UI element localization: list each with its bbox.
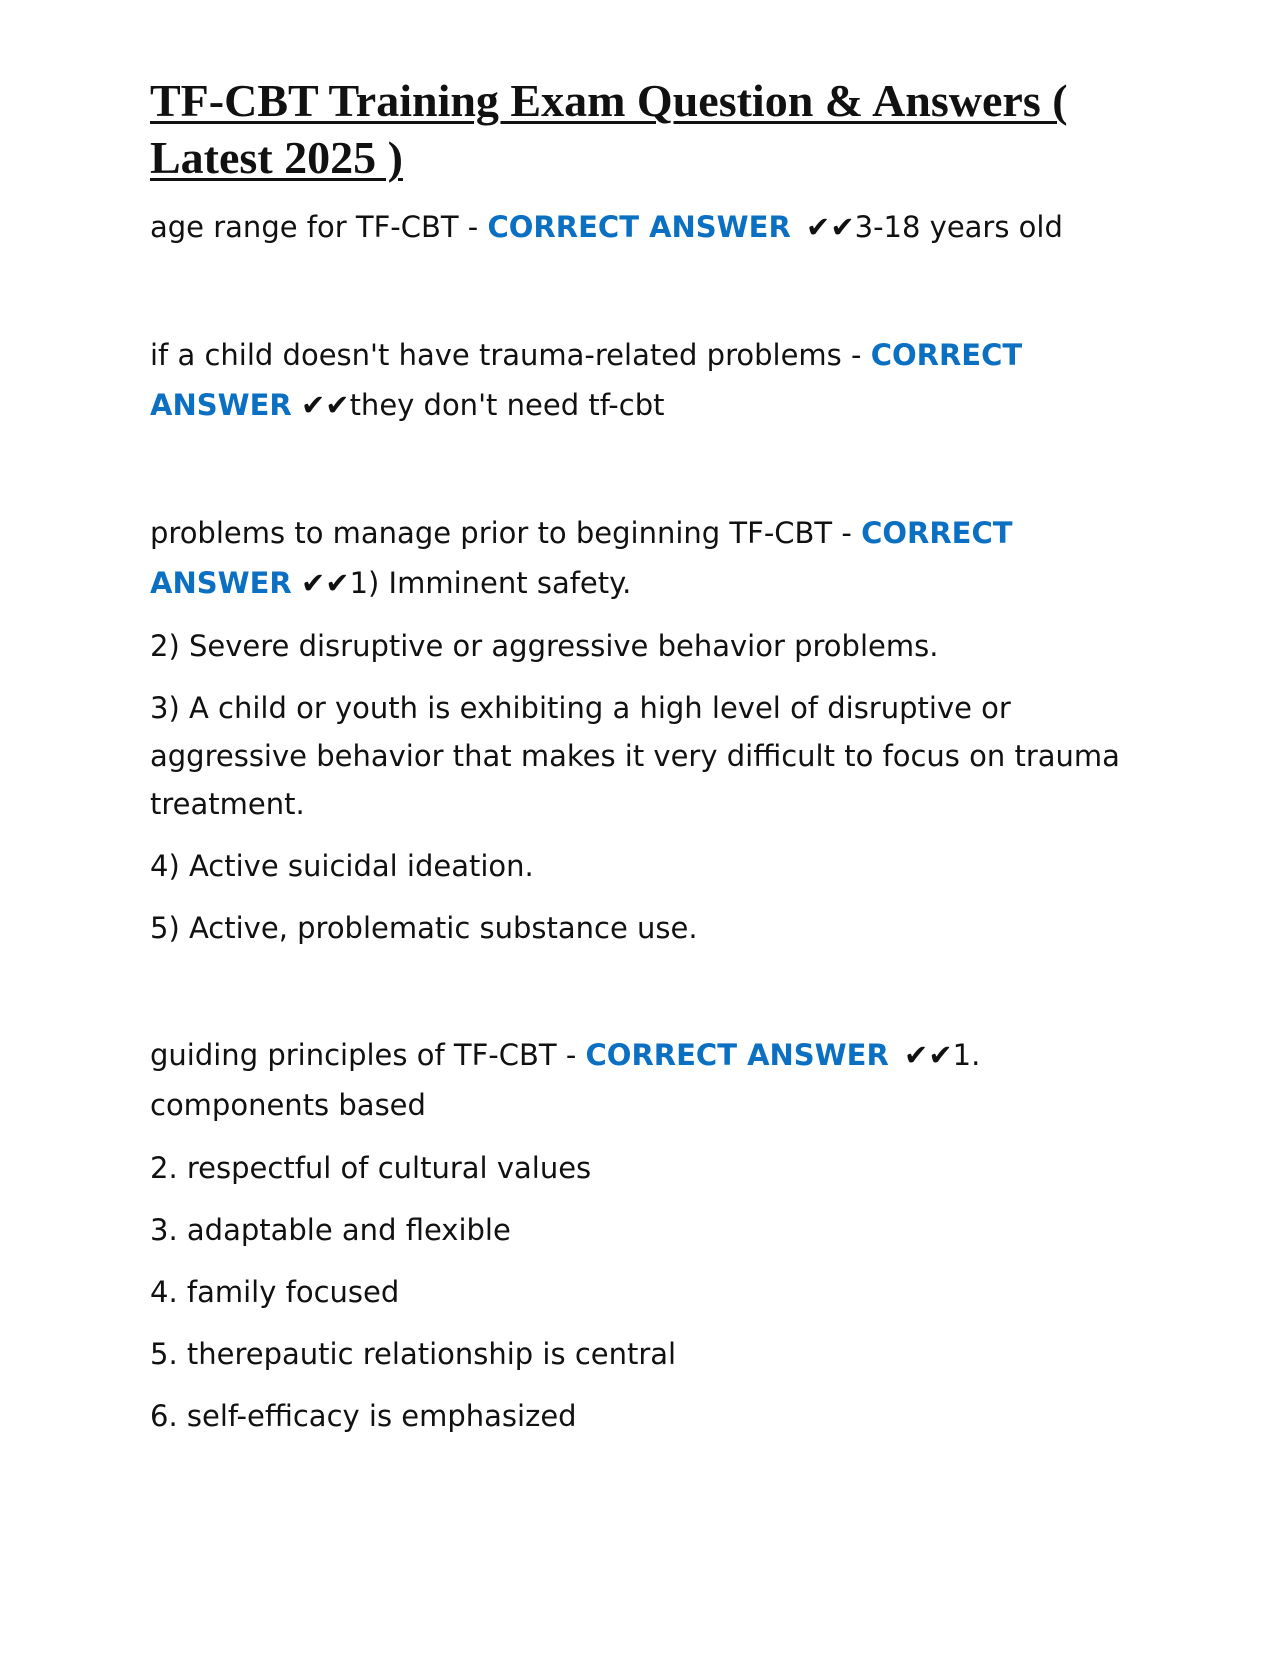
- correct-answer-label: CORRECT ANSWER: [150, 338, 1023, 422]
- document-page: [150, 72, 1130, 1440]
- question-text: if a child doesn't have trauma-related problems -: [150, 338, 862, 372]
- answer-text: 1. components based: [150, 1038, 981, 1122]
- qa-item: [150, 330, 1050, 430]
- answer-list-item: 2. respectful of cultural values: [150, 1151, 592, 1185]
- answer-text: 3-18 years old: [854, 210, 1063, 244]
- answer-list-item: 4. family focused: [150, 1275, 400, 1309]
- check-icon: ✔✔: [300, 566, 350, 600]
- check-icon: ✔✔: [300, 388, 350, 422]
- check-icon: ✔✔: [806, 210, 855, 244]
- answer-list-item: 5) Active, problematic substance use.: [150, 911, 698, 945]
- answer-text: 1) Imminent safety.: [349, 566, 632, 600]
- question-text: problems to manage prior to beginning TF-CBT -: [150, 516, 852, 550]
- qa-item: [150, 202, 1130, 252]
- document-title: TF-CBT Training Exam Question & Answers ( Latest 2025 ): [150, 75, 1068, 183]
- correct-answer-label: CORRECT ANSWER: [487, 210, 791, 244]
- answer-text: they don't need tf-cbt: [349, 388, 665, 422]
- correct-answer-label: CORRECT ANSWER: [585, 1038, 889, 1072]
- answer-list-item: 6. self-efficacy is emphasized: [150, 1399, 577, 1433]
- qa-item: [150, 508, 1050, 608]
- answer-list-item: 3. adaptable and flexible: [150, 1213, 511, 1247]
- question-text: guiding principles of TF-CBT -: [150, 1038, 577, 1072]
- qa-item: [150, 1030, 1130, 1130]
- check-icon: ✔✔: [904, 1038, 953, 1072]
- answer-list-item: 4) Active suicidal ideation.: [150, 849, 534, 883]
- answer-list-item: 5. therepautic relationship is central: [150, 1337, 677, 1371]
- answer-list-item: 3) A child or youth is exhibiting a high level of disruptive or aggressive behavior that makes it very difficult to focus on trauma treatment.: [150, 691, 1120, 821]
- question-text: age range for TF-CBT -: [150, 210, 479, 244]
- answer-list-item: 2) Severe disruptive or aggressive behavior problems.: [150, 629, 939, 663]
- correct-answer-label: CORRECT ANSWER: [150, 516, 1013, 600]
